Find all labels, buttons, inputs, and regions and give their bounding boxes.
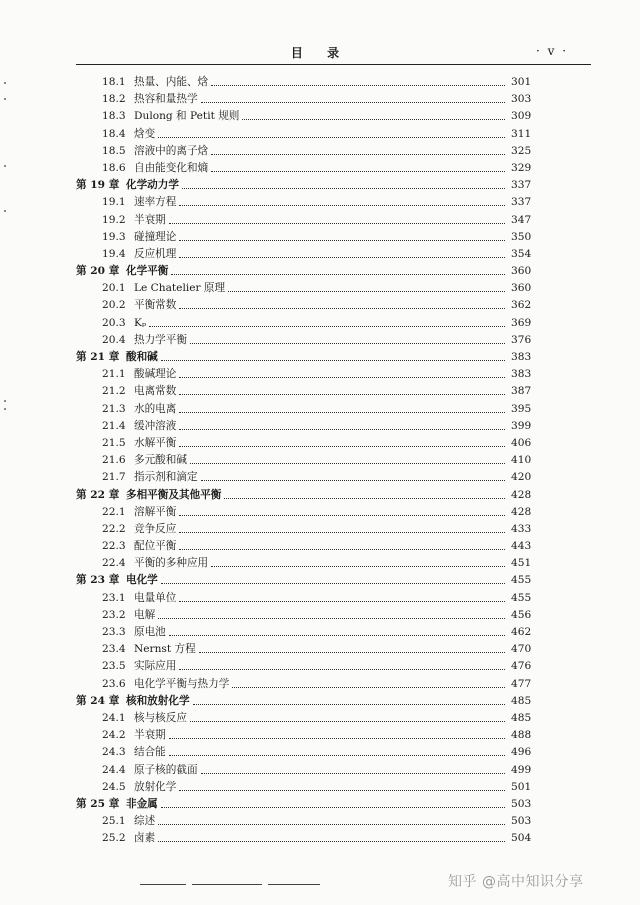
toc-entry-page: 443 — [511, 540, 532, 553]
dot-leader — [171, 274, 505, 275]
toc-entry-number: 第 22 章 — [76, 488, 120, 501]
toc-chapter-row — [0, 349, 640, 366]
toc-entry-title: 焓变 — [134, 127, 156, 140]
toc-entry-number: 22.3 — [102, 540, 126, 553]
toc-entry-number: 18.4 — [102, 127, 126, 140]
dot-leader — [179, 515, 505, 516]
toc-entry-page: 350 — [511, 230, 532, 243]
toc-entry-title: 半衰期 — [134, 213, 166, 226]
dot-leader — [190, 463, 505, 464]
toc-entry-number: 21.6 — [102, 454, 126, 467]
toc-section-row — [0, 418, 640, 435]
toc-entry-number: 20.3 — [102, 316, 126, 329]
toc-entry-page: 360 — [511, 265, 532, 278]
toc-entry-page: 301 — [511, 76, 532, 88]
dot-leader — [179, 257, 505, 258]
toc-entry-title: 电化学 — [126, 574, 158, 587]
toc-section-row — [0, 160, 640, 177]
toc-entry-title: 酸和碱 — [126, 351, 158, 363]
toc-entry-number: 19.1 — [102, 196, 126, 209]
toc-entry-page: 433 — [511, 522, 532, 535]
dot-leader — [179, 532, 505, 533]
dot-leader — [179, 549, 505, 550]
toc-entry-title: 热力学平衡 — [134, 333, 187, 346]
toc-entry-number: 20.2 — [102, 299, 126, 312]
toc-entry-title: 化学动力学 — [126, 179, 179, 192]
toc-entry-number: 第 21 章 — [76, 351, 120, 363]
toc-section-row — [0, 74, 640, 91]
toc-entry-page: 488 — [511, 729, 532, 742]
toc-chapter-row — [0, 263, 640, 280]
toc-entry-title: 酸碱理论 — [134, 368, 177, 381]
toc-section-row — [0, 504, 640, 521]
toc-entry-title: 电化学平衡与热力学 — [134, 677, 230, 690]
toc-entry-page: 329 — [511, 161, 532, 174]
toc-entry-page: 399 — [511, 419, 532, 432]
toc-section-row — [0, 383, 640, 400]
toc-section-row — [0, 762, 640, 779]
toc-section-row — [0, 229, 640, 246]
dot-leader — [158, 137, 505, 138]
toc-entry-number: 24.4 — [102, 763, 126, 776]
toc-entry-number: 18.5 — [102, 144, 126, 157]
toc-section-row — [0, 641, 640, 658]
dot-leader — [169, 755, 505, 756]
toc-entry-title: 电离常数 — [134, 385, 177, 398]
toc-entry-number: 18.6 — [102, 161, 126, 174]
toc-section-row — [0, 676, 640, 693]
toc-entry-title: 平衡常数 — [134, 299, 177, 312]
toc-entry-page: 503 — [511, 815, 532, 828]
toc-section-row — [0, 521, 640, 538]
toc-entry-title: 热容和量热学 — [134, 93, 198, 106]
toc-entry-title: Kₚ — [134, 316, 147, 329]
toc-entry-page: 325 — [511, 144, 532, 157]
dot-leader — [201, 480, 505, 481]
toc-entry-title: 速率方程 — [134, 196, 177, 209]
dot-leader — [158, 618, 505, 619]
toc-section-row — [0, 813, 640, 830]
toc-entry-number: 22.2 — [102, 522, 126, 535]
toc-section-row — [0, 401, 640, 418]
toc-entry-title: 非金属 — [126, 797, 158, 810]
toc-entry-title: 溶液中的离子焓 — [134, 144, 209, 157]
toc-chapter-row — [0, 693, 640, 710]
toc-entry-number: 22.1 — [102, 505, 126, 518]
toc-section-row — [0, 297, 640, 314]
toc-section-row — [0, 126, 640, 143]
toc-entry-page: 496 — [511, 746, 532, 759]
toc-entry-page: 347 — [511, 213, 532, 226]
toc-entry-page: 476 — [511, 660, 532, 673]
toc-entry-number: 第 24 章 — [76, 694, 120, 707]
toc-entry-title: 多元酸和碱 — [134, 454, 187, 467]
dot-leader — [224, 498, 505, 499]
dot-leader — [242, 119, 505, 120]
toc-entry-number: 23.6 — [102, 677, 126, 690]
dot-leader — [158, 824, 505, 825]
toc-entry-page: 376 — [511, 333, 532, 346]
toc-entry-title: 放射化学 — [134, 780, 177, 793]
toc-entry-title: Nernst 方程 — [134, 643, 196, 656]
dot-leader — [193, 704, 505, 705]
toc-entry-page: 410 — [511, 454, 532, 467]
toc-section-row — [0, 744, 640, 761]
toc-entry-page: 485 — [511, 711, 532, 724]
toc-entry-title: Le Chatelier 原理 — [134, 282, 226, 295]
dot-leader — [158, 841, 505, 842]
toc-section-row — [0, 194, 640, 211]
toc-section-row — [0, 779, 640, 796]
header-rule — [76, 64, 591, 65]
dot-leader — [211, 85, 505, 86]
toc-entry-title: 电量单位 — [134, 591, 177, 604]
toc-entry-title: 原子核的截面 — [134, 763, 198, 776]
toc-entry-page: 383 — [511, 368, 532, 381]
toc-entry-number: 23.3 — [102, 626, 126, 638]
toc-section-row — [0, 590, 640, 607]
page-header — [0, 44, 640, 64]
toc-entry-number: 19.2 — [102, 213, 126, 226]
toc-entry-title: 热量、内能、焓 — [134, 76, 209, 88]
toc-entry-number: 24.3 — [102, 746, 126, 759]
toc-section-row — [0, 658, 640, 675]
toc-entry-number: 19.3 — [102, 230, 126, 243]
toc-entry-page: 455 — [511, 591, 532, 604]
toc-entry-number: 24.5 — [102, 780, 126, 793]
toc-entry-number: 第 19 章 — [76, 179, 120, 192]
toc-entry-page: 383 — [511, 351, 532, 363]
toc-entry-number: 18.1 — [102, 76, 126, 88]
toc-section-row — [0, 710, 640, 727]
dot-leader — [179, 446, 505, 447]
toc-entry-title: 竞争反应 — [134, 522, 177, 535]
toc-entry-title: 碰撞理论 — [134, 230, 177, 243]
toc-section-row — [0, 280, 640, 297]
dot-leader — [179, 394, 505, 395]
toc-entry-page: 428 — [511, 488, 532, 501]
toc-entry-title: 溶解平衡 — [134, 505, 177, 518]
toc-entry-title: 原电池 — [134, 626, 166, 638]
toc-entry-title: 配位平衡 — [134, 540, 177, 553]
toc-entry-title: 自由能变化和熵 — [134, 161, 209, 174]
toc-entry-number: 第 23 章 — [76, 574, 120, 587]
dot-leader — [232, 687, 505, 688]
toc-entry-number: 21.2 — [102, 385, 126, 398]
dot-leader — [161, 807, 505, 808]
toc-entry-page: 337 — [511, 179, 532, 192]
toc-entry-page: 504 — [511, 832, 532, 845]
watermark: 知乎 @高中知识分享 — [448, 874, 584, 890]
toc-entry-title: 水的电离 — [134, 402, 177, 415]
dot-leader — [228, 291, 505, 292]
toc-entry-page: 477 — [511, 677, 532, 690]
toc-entry-page: 406 — [511, 436, 532, 449]
toc-entry-title: 缓冲溶液 — [134, 419, 177, 432]
toc-entry-number: 20.4 — [102, 333, 126, 346]
dot-leader — [169, 738, 505, 739]
toc-entry-title: 结合能 — [134, 746, 166, 759]
dot-leader — [179, 429, 505, 430]
toc-entry-number: 20.1 — [102, 282, 126, 295]
header-title: 目 录 — [290, 46, 350, 60]
toc-entry-title: 半衰期 — [134, 729, 166, 742]
dot-leader — [201, 773, 505, 774]
toc-entry-page: 369 — [511, 316, 532, 329]
dot-leader — [169, 635, 505, 636]
dot-leader — [161, 360, 505, 361]
dot-leader — [179, 308, 505, 309]
dot-leader — [179, 669, 505, 670]
toc-entry-number: 24.2 — [102, 729, 126, 742]
toc-entry-page: 395 — [511, 402, 532, 415]
dot-leader — [179, 377, 505, 378]
toc-entry-number: 24.1 — [102, 711, 126, 724]
toc-entry-title: 实际应用 — [134, 660, 177, 673]
toc-entry-number: 25.1 — [102, 815, 126, 828]
toc-chapter-row — [0, 572, 640, 589]
toc-entry-page: 503 — [511, 797, 532, 810]
toc-entry-page: 470 — [511, 643, 532, 656]
dot-leader — [179, 412, 505, 413]
dot-leader — [211, 171, 505, 172]
dot-leader — [179, 205, 505, 206]
toc-section-row — [0, 108, 640, 125]
toc-section-row — [0, 91, 640, 108]
table-of-contents — [0, 74, 640, 847]
toc-entry-number: 21.5 — [102, 436, 126, 449]
toc-entry-number: 23.1 — [102, 591, 126, 604]
dot-leader — [149, 326, 505, 327]
toc-entry-page: 499 — [511, 763, 532, 776]
toc-chapter-row — [0, 796, 640, 813]
dot-leader — [199, 652, 505, 653]
dot-leader — [211, 566, 505, 567]
toc-section-row — [0, 212, 640, 229]
toc-entry-number: 25.2 — [102, 832, 126, 845]
dot-leader — [179, 240, 505, 241]
toc-entry-page: 354 — [511, 247, 532, 260]
toc-entry-page: 362 — [511, 299, 532, 312]
dot-leader — [211, 154, 505, 155]
toc-section-row — [0, 538, 640, 555]
toc-entry-title: 核与核反应 — [134, 711, 187, 724]
toc-section-row — [0, 452, 640, 469]
toc-entry-page: 462 — [511, 626, 532, 638]
dot-leader — [169, 223, 505, 224]
toc-entry-number: 23.5 — [102, 660, 126, 673]
footer-scan-marks — [140, 882, 340, 888]
toc-section-row — [0, 727, 640, 744]
dot-leader — [161, 583, 505, 584]
toc-entry-page: 360 — [511, 282, 532, 295]
toc-entry-number: 第 25 章 — [76, 797, 120, 810]
toc-section-row — [0, 435, 640, 452]
toc-entry-number: 21.4 — [102, 419, 126, 432]
toc-entry-number: 19.4 — [102, 247, 126, 260]
dot-leader — [179, 790, 505, 791]
toc-section-row — [0, 469, 640, 486]
toc-entry-number: 22.4 — [102, 557, 126, 570]
toc-chapter-row — [0, 177, 640, 194]
dot-leader — [182, 188, 505, 189]
dot-leader — [179, 601, 505, 602]
toc-entry-title: Dulong 和 Petit 规则 — [134, 110, 240, 123]
toc-entry-number: 21.1 — [102, 368, 126, 381]
toc-entry-title: 综述 — [134, 815, 156, 828]
toc-entry-page: 309 — [511, 110, 532, 123]
toc-section-row — [0, 607, 640, 624]
header-page-marker: · v · — [536, 44, 569, 58]
toc-entry-page: 387 — [511, 385, 532, 398]
toc-entry-page: 303 — [511, 93, 532, 106]
toc-chapter-row — [0, 487, 640, 504]
toc-section-row — [0, 624, 640, 641]
toc-entry-title: 化学平衡 — [126, 265, 169, 278]
dot-leader — [190, 343, 505, 344]
toc-entry-title: 指示剂和滴定 — [134, 471, 198, 484]
toc-entry-page: 451 — [511, 557, 532, 570]
dot-leader — [201, 102, 505, 103]
toc-entry-page: 501 — [511, 780, 532, 793]
toc-entry-number: 18.2 — [102, 93, 126, 106]
toc-entry-number: 21.7 — [102, 471, 126, 484]
toc-entry-number: 23.2 — [102, 608, 126, 621]
toc-entry-title: 平衡的多种应用 — [134, 557, 209, 570]
toc-section-row — [0, 246, 640, 263]
toc-section-row — [0, 366, 640, 383]
toc-section-row — [0, 555, 640, 572]
toc-entry-page: 456 — [511, 608, 532, 621]
toc-entry-page: 311 — [511, 127, 532, 140]
toc-entry-page: 420 — [511, 471, 532, 484]
toc-entry-title: 电解 — [134, 608, 156, 621]
toc-entry-title: 反应机理 — [134, 247, 177, 260]
toc-entry-number: 第 20 章 — [76, 265, 120, 278]
toc-entry-title: 卤素 — [134, 832, 156, 845]
toc-entry-title: 水解平衡 — [134, 436, 177, 449]
toc-entry-page: 428 — [511, 505, 532, 518]
toc-entry-number: 21.3 — [102, 402, 126, 415]
dot-leader — [190, 721, 505, 722]
toc-section-row — [0, 332, 640, 349]
toc-entry-number: 18.3 — [102, 110, 126, 123]
toc-section-row — [0, 315, 640, 332]
toc-entry-page: 455 — [511, 574, 532, 587]
toc-section-row — [0, 830, 640, 847]
toc-entry-title: 多相平衡及其他平衡 — [126, 488, 222, 501]
toc-entry-page: 337 — [511, 196, 532, 209]
toc-section-row — [0, 143, 640, 160]
toc-entry-number: 23.4 — [102, 643, 126, 656]
toc-entry-page: 485 — [511, 694, 532, 707]
toc-entry-title: 核和放射化学 — [126, 694, 190, 707]
